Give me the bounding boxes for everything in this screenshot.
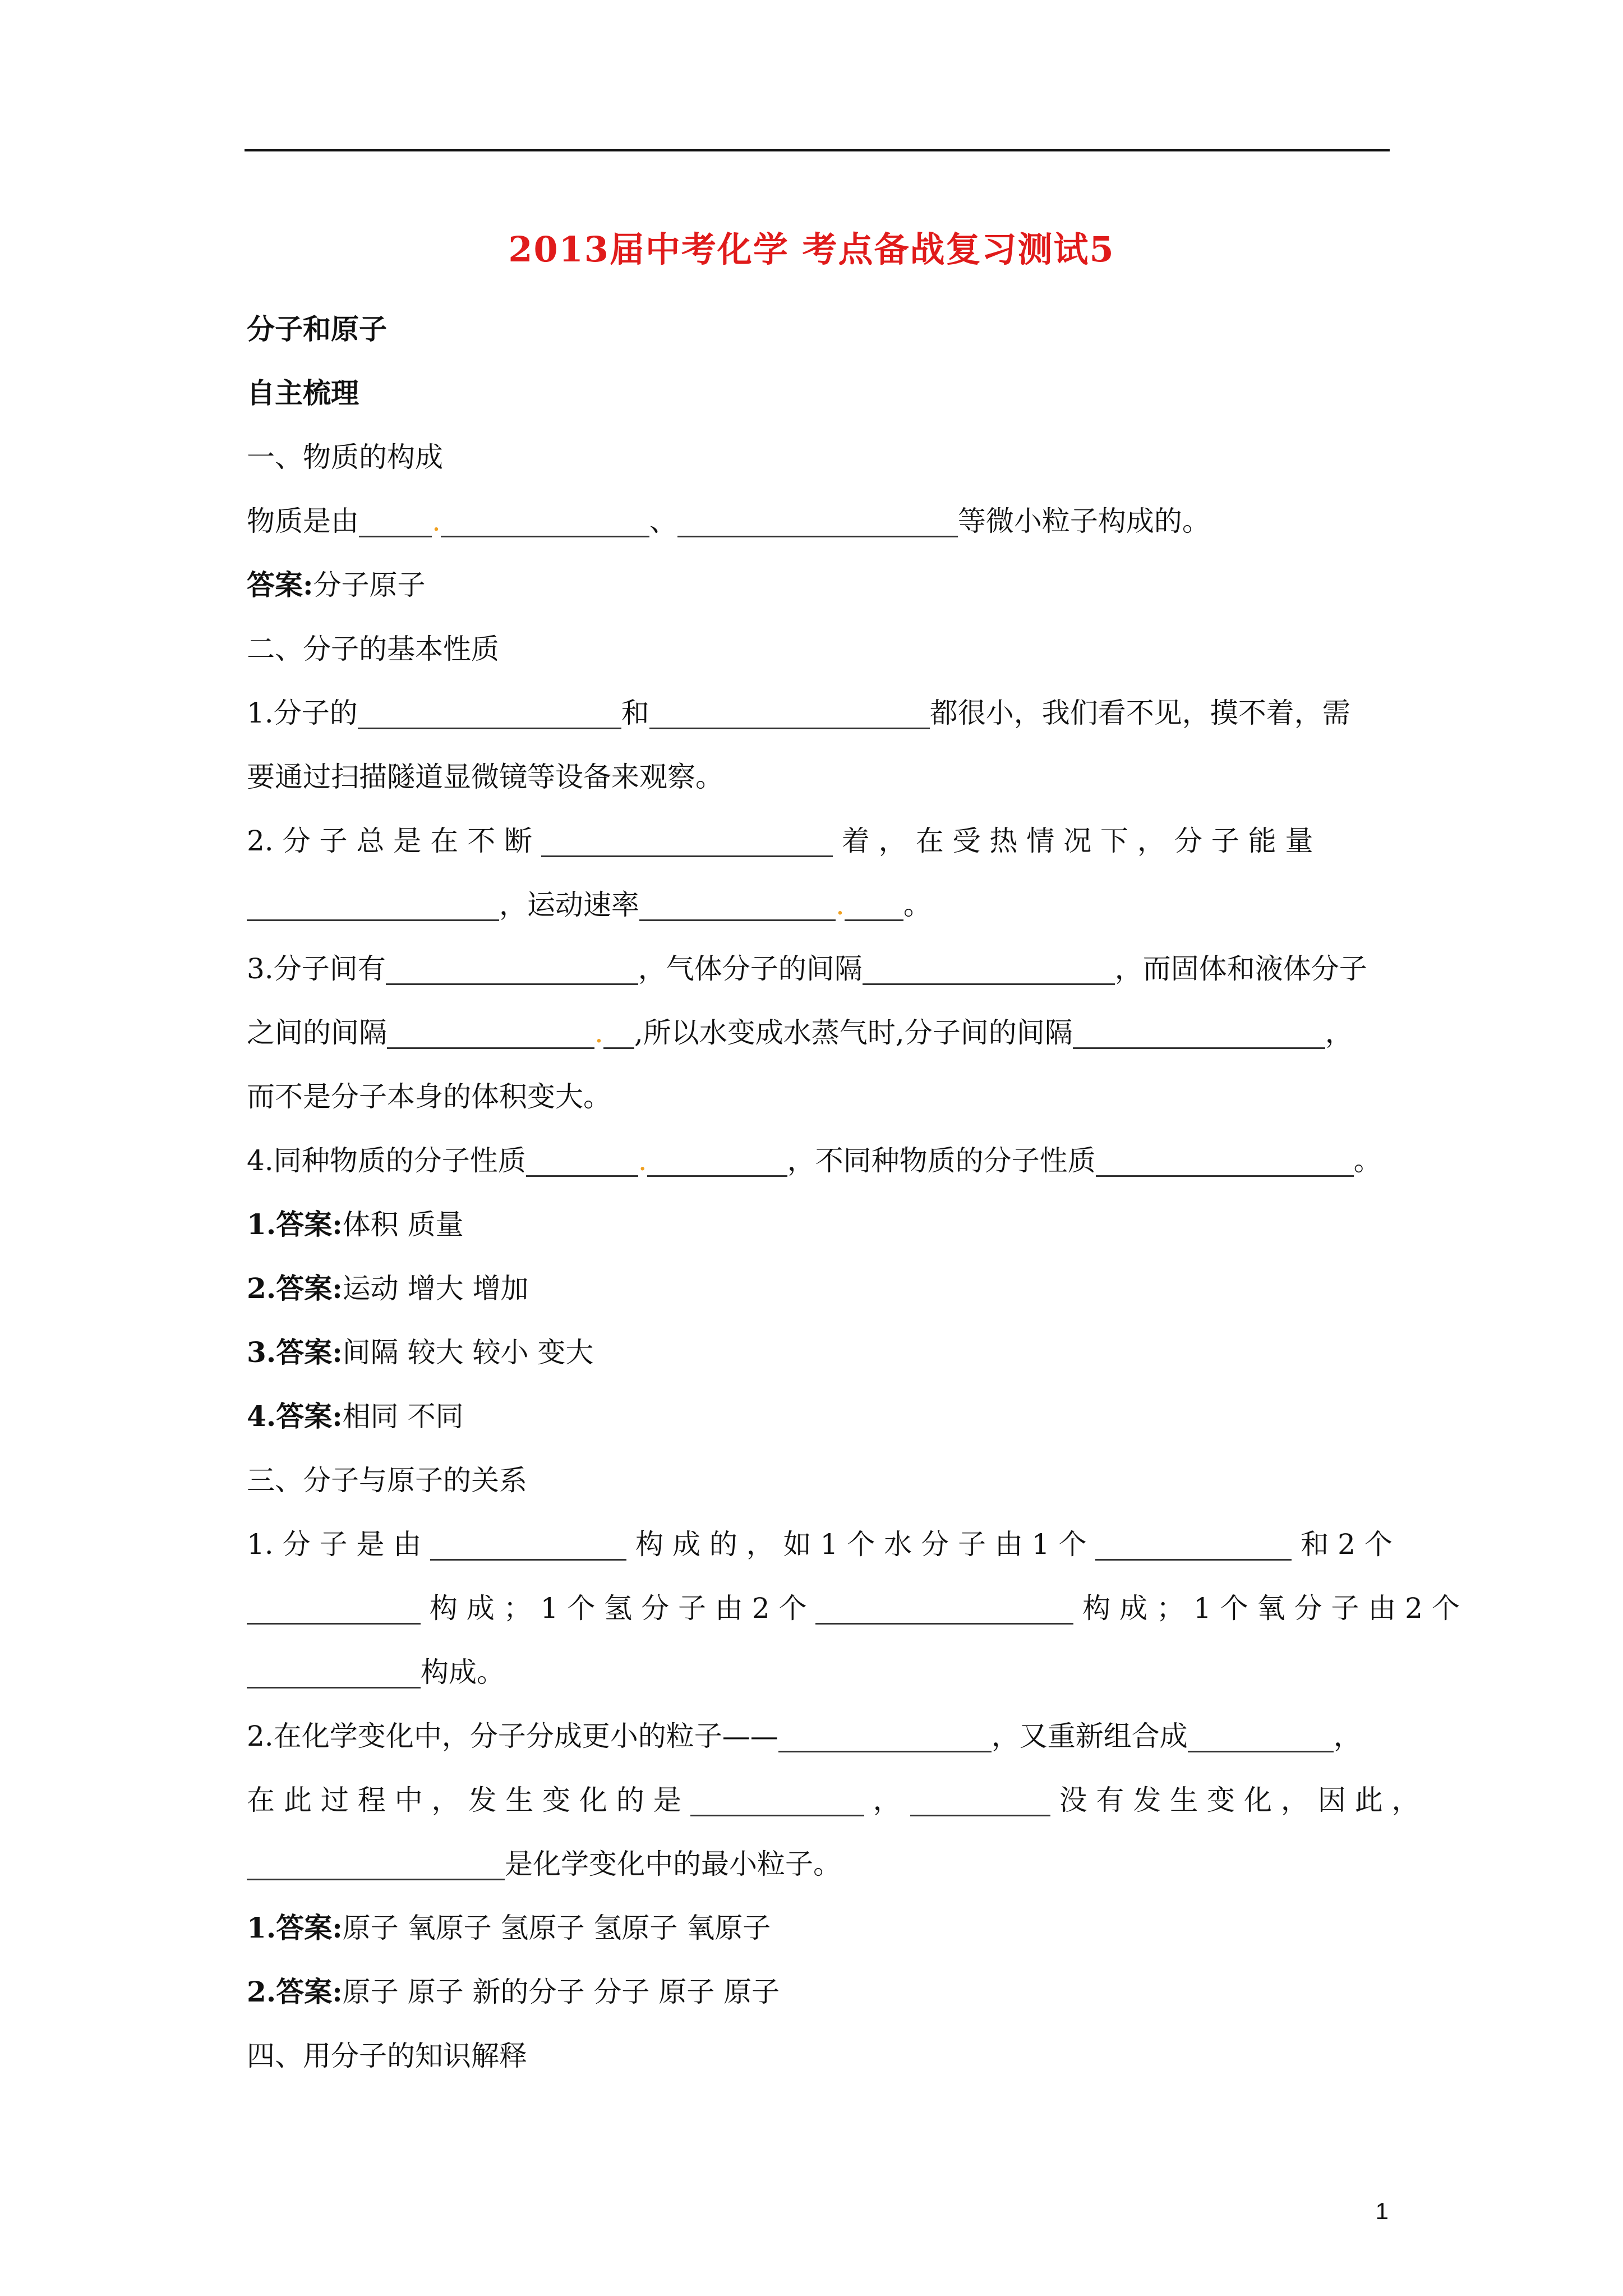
blank	[430, 1526, 626, 1561]
document-body	[247, 297, 1460, 2088]
text: ，不同种物质的分子性质	[787, 1144, 1096, 1177]
dot-mark: .	[638, 1144, 647, 1177]
text: 和 2 个	[1301, 1528, 1393, 1561]
blank	[815, 1590, 1073, 1625]
text: 构 成 ； 1 个 氧 分 子 由 2 个	[1082, 1592, 1460, 1625]
blank	[649, 695, 930, 729]
answer-number: 1.	[247, 1911, 276, 1944]
text: ,所以水变成水蒸气时,分子间的间隔	[634, 1016, 1073, 1049]
answer-text: 原子 原子 新的分子 分子 原子 原子	[342, 1976, 780, 2008]
relation-question-1-line-3	[247, 1640, 1385, 1704]
relation-question-2-line-3	[247, 1832, 1385, 1896]
blank	[358, 695, 621, 729]
answer-label: 答案:	[276, 1272, 343, 1305]
answer-label: 答案:	[276, 1400, 343, 1433]
blank	[387, 1015, 594, 1049]
text: ，	[1333, 1720, 1362, 1752]
text: 2. 分 子 总 是 在 不 断	[247, 825, 532, 857]
page-title: 2013届中考化学 考点备战复习测试5	[508, 229, 1115, 270]
blank	[690, 1782, 864, 1816]
answer-1	[247, 1193, 1385, 1257]
blank	[639, 887, 836, 921]
answer-4	[247, 1384, 1385, 1448]
blank	[603, 1015, 634, 1049]
answer-2	[247, 1257, 1385, 1320]
blank	[677, 503, 958, 537]
relation-question-2	[247, 1704, 1385, 1768]
answer-number: 2.	[247, 1975, 276, 2008]
blank	[778, 1718, 992, 1752]
answer-text: 体积 质量	[342, 1208, 464, 1241]
text: 是化学变化中的最小粒子。	[505, 1848, 841, 1880]
blank	[1095, 1526, 1292, 1561]
section-1-question	[247, 489, 1385, 553]
answer-3	[247, 1320, 1385, 1384]
text: ，运动速率	[499, 889, 639, 921]
text: ，	[1325, 1016, 1353, 1049]
blank	[863, 951, 1115, 985]
relation-question-1-line-2	[247, 1576, 1460, 1640]
text: 等微小粒子构成的。	[957, 505, 1210, 537]
text: 、	[649, 505, 677, 537]
relation-question-1	[247, 1512, 1393, 1576]
text: 构 成 ； 1 个 氢 分 子 由 2 个	[429, 1592, 807, 1625]
answer-text: 间隔 较大 较小 变大	[342, 1336, 594, 1369]
blank	[1073, 1015, 1325, 1049]
answer-text: 运动 增大 增加	[342, 1272, 529, 1305]
text: 。	[1353, 1144, 1382, 1177]
section-4-title: 四、用分子的知识解释	[247, 2040, 527, 2072]
blank	[247, 887, 499, 921]
section-2-title: 二、分子的基本性质	[247, 633, 499, 665]
text: ，	[873, 1784, 901, 1816]
blank	[1188, 1718, 1334, 1752]
answer-label: 答案:	[276, 1208, 343, 1241]
relation-answer-1	[247, 1896, 1385, 1960]
relation-answer-2	[247, 1960, 1385, 2024]
text: ，气体分子的间隔	[638, 953, 863, 985]
section-1-answer	[247, 553, 1385, 617]
blank	[247, 1846, 505, 1880]
blank	[541, 823, 833, 857]
answer-label: 答案:	[247, 568, 313, 601]
answer-number: 1.	[247, 1208, 276, 1241]
dot-mark: .	[836, 889, 845, 921]
text: 物质是由	[247, 505, 359, 537]
blank	[647, 1143, 787, 1177]
blank	[359, 503, 432, 537]
answer-label: 答案:	[276, 1975, 343, 2008]
answer-text: 分子原子	[313, 569, 426, 601]
text: 之间的间隔	[247, 1016, 387, 1049]
text: 在 此 过 程 中 ， 发 生 变 化 的 是	[247, 1784, 681, 1816]
question-3	[247, 937, 1385, 1001]
text: 。	[903, 889, 932, 921]
question-2	[247, 809, 1385, 873]
dot-mark: .	[432, 505, 441, 537]
question-1	[247, 681, 1385, 745]
question-1-line-2: 要通过扫描隧道显微镜等设备来观察。	[247, 761, 723, 793]
blank	[247, 1590, 421, 1625]
answer-number: 3.	[247, 1336, 276, 1369]
answer-number: 4.	[247, 1400, 276, 1433]
text: 构成。	[421, 1656, 505, 1688]
dot-mark: .	[594, 1016, 603, 1049]
question-2-line-2	[247, 873, 1385, 937]
blank	[1096, 1143, 1354, 1177]
answer-text: 相同 不同	[342, 1400, 464, 1433]
answer-label: 答案:	[276, 1336, 343, 1369]
page-number: 1	[1375, 2198, 1389, 2224]
text: 4.同种物质的分子性质	[247, 1144, 526, 1177]
text: 都很小，我们看不见，摸不着，需	[929, 697, 1350, 729]
text: 3.分子间有	[247, 953, 386, 985]
text: 和	[621, 697, 649, 729]
answer-label: 答案:	[276, 1911, 343, 1944]
blank	[526, 1143, 638, 1177]
text: 着 ， 在 受 热 情 况 下 ， 分 子 能 量	[841, 825, 1313, 857]
answer-number: 2.	[247, 1272, 276, 1305]
text: 没 有 发 生 变 化 ， 因 此 ，	[1059, 1784, 1420, 1816]
blank	[441, 503, 649, 537]
text: 1.分子的	[247, 697, 358, 729]
section-3-title: 三、分子与原子的关系	[247, 1464, 527, 1497]
text: ，而固体和液体分子	[1114, 953, 1367, 985]
blank	[845, 887, 903, 921]
question-3-line-2	[247, 1001, 1385, 1065]
blank	[247, 1654, 421, 1688]
question-4	[247, 1129, 1385, 1193]
text: 构 成 的 ， 如 1 个 水 分 子 由 1 个	[635, 1528, 1087, 1561]
section-1-title: 一、物质的构成	[247, 441, 443, 473]
relation-question-2-line-2	[247, 1768, 1420, 1832]
blank	[386, 951, 638, 985]
blank	[910, 1782, 1050, 1816]
text: ，又重新组合成	[991, 1720, 1188, 1752]
question-3-line-3: 而不是分子本身的体积变大。	[247, 1080, 611, 1113]
heading-topic: 分子和原子	[247, 312, 387, 346]
answer-text: 原子 氧原子 氢原子 氢原子 氧原子	[342, 1912, 771, 1944]
header-rule	[245, 149, 1390, 151]
text: 1. 分 子 是 由	[247, 1528, 422, 1561]
heading-review: 自主梳理	[247, 376, 359, 409]
text: 2.在化学变化中，分子分成更小的粒子——	[247, 1720, 778, 1752]
